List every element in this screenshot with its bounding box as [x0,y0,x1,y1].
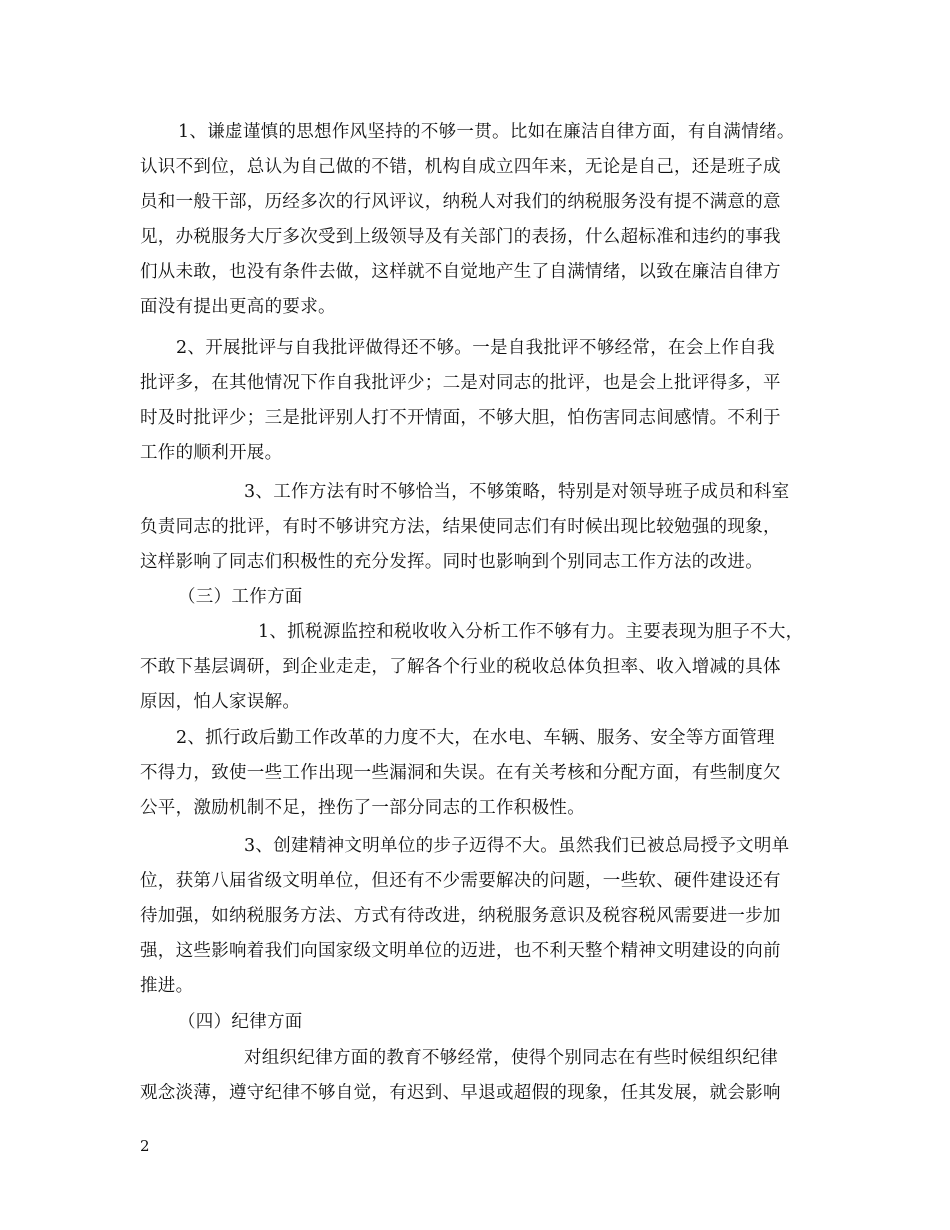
paragraph-line: 不敢下基层调研，到企业走走，了解各个行业的税收总体负担率、收入增减的具体 [140,657,781,677]
paragraph-line: 1、谦虚谨慎的思想作风坚持的不够一贯。比如在廉洁自律方面，有自满情绪。 [178,122,795,142]
paragraph-line: 不得力，致使一些工作出现一些漏洞和失误。在有关考核和分配方面，有些制度欠 [140,763,781,783]
paragraph-line: 认识不到位，总认为自己做的不错，机构自成立四年来，无论是自己，还是班子成 [140,157,781,177]
paragraph-line: 推进。 [140,976,194,996]
paragraph-line: 位，获第八届省级文明单位，但还有不少需要解决的问题，一些软、硬件建设还有 [140,871,781,891]
paragraph-line: 工作的顺利开展。 [140,443,283,463]
paragraph-line: 这样影响了同志们积极性的充分发挥。同时也影响到个别同志工作方法的改进。 [140,552,763,572]
paragraph-line: 对组织纪律方面的教育不够经常，使得个别同志在有些时候组织纪律 [244,1048,778,1068]
paragraph-line: 公平，激励机制不足，挫伤了一部分同志的工作积极性。 [140,798,585,818]
paragraph-line: 待加强，如纳税服务方法、方式有待改进，纳税服务意识及税容税风需要进一步加 [140,906,781,926]
paragraph-line: 强，这些影响着我们向国家级文明单位的迈进，也不利天整个精神文明建设的向前 [140,941,781,961]
paragraph-line: 员和一般干部，历经多次的行风评议，纳税人对我们的纳税服务没有提不满意的意 [140,192,781,212]
paragraph-line: 面没有提出更高的要求。 [140,297,336,317]
paragraph-line: 2、开展批评与自我批评做得还不够。一是自我批评不够经常，在会上作自我 [176,338,775,358]
paragraph-line: 原因，怕人家误解。 [140,692,301,712]
paragraph-line: 批评多，在其他情况下作自我批评少；二是对同志的批评，也是会上批评得多，平 [140,373,781,393]
page-number: 2 [140,1137,150,1155]
paragraph-line: 1、抓税源监控和税收收入分析工作不够有力。主要表现为胆子不大， [258,622,804,642]
section-heading: （三）工作方面 [178,587,303,607]
section-heading: （四）纪律方面 [178,1012,303,1032]
paragraph-line: 时及时批评少；三是批评别人打不开情面，不够大胆，怕伤害同志间感情。不利于 [140,408,781,428]
paragraph-line: 3、工作方法有时不够恰当，不够策略，特别是对领导班子成员和科室 [244,482,790,502]
paragraph-line: 们从未敢，也没有条件去做，这样就不自觉地产生了自满情绪，以致在廉洁自律方 [140,262,781,282]
paragraph-line: 2、抓行政后勤工作改革的力度不大，在水电、车辆、服务、安全等方面管理 [176,728,775,748]
paragraph-line: 3、创建精神文明单位的步子迈得不大。虽然我们已被总局授予文明单 [244,836,790,856]
paragraph-line: 见，办税服务大厅多次受到上级领导及有关部门的表扬，什么超标准和违约的事我 [140,227,781,247]
paragraph-line: 观念淡薄，遵守纪律不够自觉，有迟到、早退或超假的现象，任其发展，就会影响 [140,1083,781,1103]
paragraph-line: 负责同志的批评，有时不够讲究方法，结果使同志们有时候出现比较勉强的现象， [140,517,781,537]
